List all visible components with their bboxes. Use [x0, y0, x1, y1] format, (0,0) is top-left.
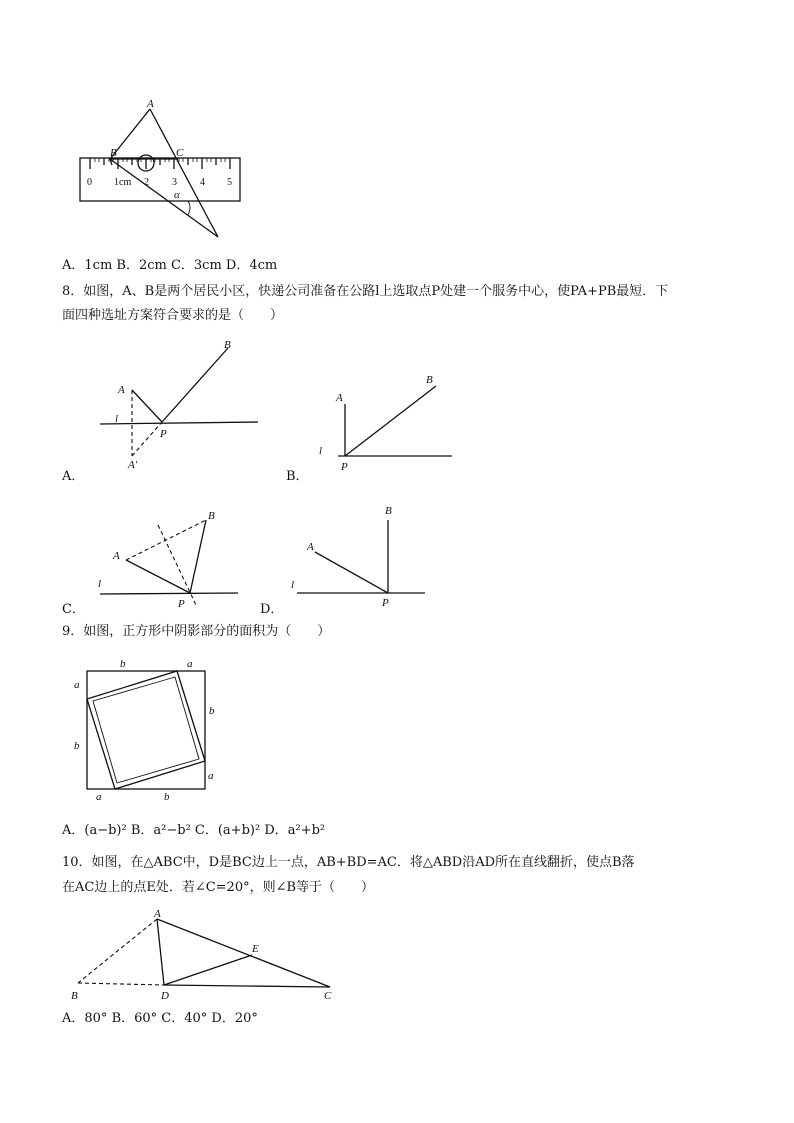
- point-label-a: A: [113, 550, 120, 562]
- label-a-right: a: [208, 770, 214, 782]
- point-label-p: P: [160, 428, 167, 440]
- point-label-b: B: [110, 147, 117, 159]
- q8-option-a-label: A．: [62, 469, 85, 484]
- point-label-b: B: [71, 990, 78, 1002]
- point-label-b: B: [385, 505, 392, 517]
- q7-figure: [70, 95, 250, 245]
- point-label-b: B: [224, 339, 231, 351]
- q8-figure-c: [90, 505, 240, 610]
- q8-stem-line2: 面四种选址方案符合要求的是（ ）: [62, 308, 284, 323]
- line-label-l: l: [98, 578, 102, 590]
- label-a-bottom: a: [96, 791, 102, 803]
- q7-options: A．1cm B．2cm C．3cm D．4cm: [62, 258, 278, 273]
- line-label-l: l: [115, 413, 119, 425]
- tick-label-4: 4: [200, 177, 205, 188]
- triangle: [110, 109, 218, 237]
- point-label-p: P: [178, 598, 185, 610]
- tick-label-0: 0: [87, 177, 92, 188]
- point-label-p: P: [382, 597, 389, 609]
- q10-stem-line2: 在AC边上的点E处．若∠C=20°，则∠B等于（ ）: [62, 880, 375, 895]
- q8-stem-line1: 8．如图，A、B是两个居民小区，快递公司准备在公路l上选取点P处建一个服务中心，使PA+PB最短．下: [62, 284, 669, 299]
- label-b-left: b: [74, 740, 80, 752]
- q8-figure-a: [90, 338, 270, 468]
- angle-label-alpha: α: [174, 189, 180, 201]
- q8-option-b-label: B．: [286, 469, 309, 484]
- road-line: [100, 422, 258, 424]
- label-b-top: b: [120, 658, 126, 670]
- q9-figure: [68, 652, 228, 804]
- point-label-c: C: [176, 147, 184, 159]
- label-a-left: a: [74, 679, 80, 691]
- line-label-l: l: [319, 445, 323, 457]
- road-line: [100, 593, 238, 594]
- point-label-b: B: [208, 510, 215, 522]
- q10-options: A．80° B．60° C．40° D．20°: [62, 1011, 258, 1026]
- tick-label-2: 2: [144, 177, 149, 188]
- outer-square: [87, 671, 205, 789]
- q9-stem: 9．如图，正方形中阴影部分的面积为（ ）: [62, 624, 331, 639]
- point-label-p: P: [341, 461, 348, 473]
- point-label-a-prime: A′: [128, 459, 138, 468]
- tick-label-3: 3: [172, 177, 177, 188]
- q10-stem-line1: 10．如图，在△ABC中，D是BC边上一点，AB+BD=AC．将△ABD沿AD所在直线翻折，使点B落: [62, 855, 635, 870]
- q9-options: A．(a−b)² B．a²−b² C．(a+b)² D．a²+b²: [62, 823, 326, 838]
- label-b-bottom: b: [164, 791, 170, 803]
- shaded-square: [87, 671, 205, 789]
- point-label-d: D: [161, 990, 169, 1002]
- point-label-a: A: [336, 392, 343, 404]
- label-a-top: a: [187, 658, 193, 670]
- label-b-right: b: [209, 705, 215, 717]
- point-label-c: C: [324, 990, 332, 1002]
- line-label-l: l: [291, 579, 295, 591]
- tick-label-1: 1cm: [114, 177, 132, 188]
- point-label-a: A: [147, 98, 154, 110]
- q10-figure: [64, 905, 344, 1005]
- point-label-a: A: [118, 384, 125, 396]
- angle-arc: [188, 201, 190, 215]
- q8-figure-d: [285, 500, 435, 610]
- q8-option-c-label: C．: [62, 602, 85, 617]
- tick-label-5: 5: [227, 177, 232, 188]
- point-label-a: A: [154, 908, 161, 920]
- point-label-e: E: [252, 943, 259, 955]
- q8-option-d-label: D．: [260, 602, 284, 617]
- point-label-a: A: [307, 541, 314, 553]
- q8-figure-b: [310, 368, 460, 473]
- point-label-b: B: [426, 374, 433, 386]
